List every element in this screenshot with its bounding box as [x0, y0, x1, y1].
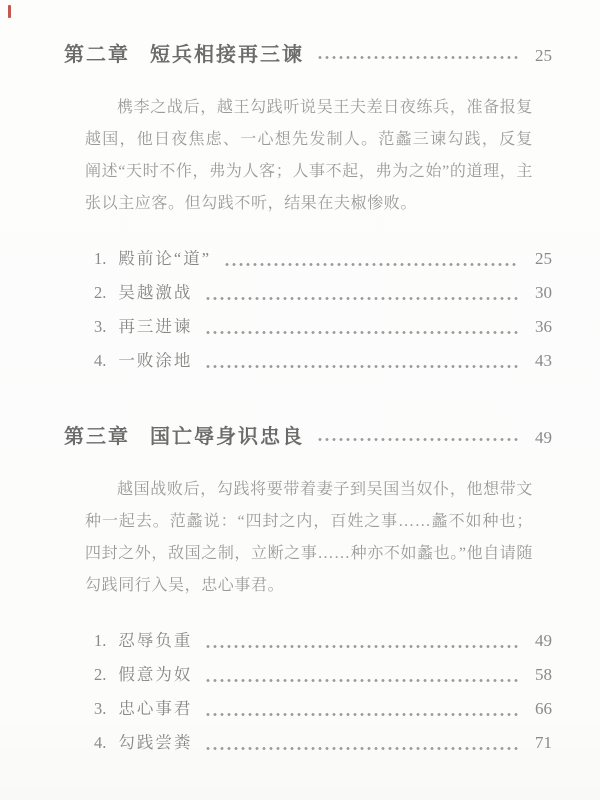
chapter-section-3 — [0, 420, 600, 760]
toc-item — [94, 344, 552, 378]
chapter-summary: 槜李之战后，越王勾践听说吴王夫差日夜练兵，准备报复越国，他日夜焦虑、一心想先发制人。范蠡三谏勾践，反复阐述“天时不作，弗为人客；人事不起，弗为之始”的道理，主张以主应客。但勾践不听，结果在夫椒惨败。 — [85, 99, 533, 212]
item-title: 忠心事君 — [118, 699, 193, 718]
toc-list — [94, 624, 552, 760]
toc-item — [94, 310, 552, 344]
chapter-title: 短兵相接再三谏 — [150, 44, 304, 66]
chapter-number: 第三章 — [64, 426, 130, 448]
dot-leader — [206, 746, 518, 751]
item-number: 3. — [94, 699, 107, 718]
dot-leader — [206, 296, 518, 301]
item-number: 3. — [94, 317, 107, 336]
toc-item — [94, 692, 552, 726]
item-page-number: 66 — [535, 699, 552, 718]
dot-leader — [206, 364, 518, 369]
item-title: 一败涂地 — [118, 351, 193, 370]
dot-leader — [206, 678, 518, 683]
scan-artifact-mark — [8, 5, 11, 18]
item-number: 1. — [94, 631, 107, 650]
item-title: 忍辱负重 — [118, 631, 193, 650]
dot-leader — [206, 712, 518, 717]
dot-leader — [206, 330, 518, 335]
item-number: 2. — [94, 283, 107, 302]
item-page-number: 49 — [535, 631, 552, 650]
chapter-summary: 越国战败后，勾践将要带着妻子到吴国当奴仆，他想带文种一起去。范蠡说：“四封之内，百姓之事……蠡不如种也；四封之外，敌国之制，立断之事……种亦不如蠡也。”他自请随勾践同行入吴，忠心事君。 — [85, 481, 533, 594]
dot-leader — [225, 262, 518, 267]
item-page-number: 71 — [535, 733, 552, 752]
toc-item — [94, 242, 552, 276]
toc-item — [94, 624, 552, 658]
item-page-number: 25 — [535, 249, 552, 268]
item-number: 2. — [94, 665, 107, 684]
chapter-section-2 — [0, 0, 600, 378]
item-number: 4. — [94, 351, 107, 370]
chapter-number: 第二章 — [64, 44, 130, 66]
toc-item — [94, 726, 552, 760]
chapter-heading — [64, 38, 552, 67]
dot-leader — [206, 644, 518, 649]
item-number: 4. — [94, 733, 107, 752]
chapter-page-number: 25 — [535, 46, 552, 65]
item-page-number: 30 — [535, 283, 552, 302]
chapter-heading — [64, 420, 552, 449]
toc-item — [94, 658, 552, 692]
chapter-title: 国亡辱身识忠良 — [150, 426, 304, 448]
dot-leader — [318, 55, 518, 60]
item-page-number: 36 — [535, 317, 552, 336]
dot-leader — [318, 437, 518, 442]
item-title: 再三进谏 — [118, 317, 193, 336]
toc-list — [94, 242, 552, 378]
item-page-number: 58 — [535, 665, 552, 684]
item-title: 殿前论“道” — [118, 249, 212, 268]
toc-item — [94, 276, 552, 310]
item-title: 假意为奴 — [118, 665, 193, 684]
item-number: 1. — [94, 249, 107, 268]
chapter-page-number: 49 — [535, 428, 552, 447]
item-title: 吴越激战 — [118, 283, 193, 302]
item-title: 勾践尝粪 — [118, 733, 193, 752]
item-page-number: 43 — [535, 351, 552, 370]
